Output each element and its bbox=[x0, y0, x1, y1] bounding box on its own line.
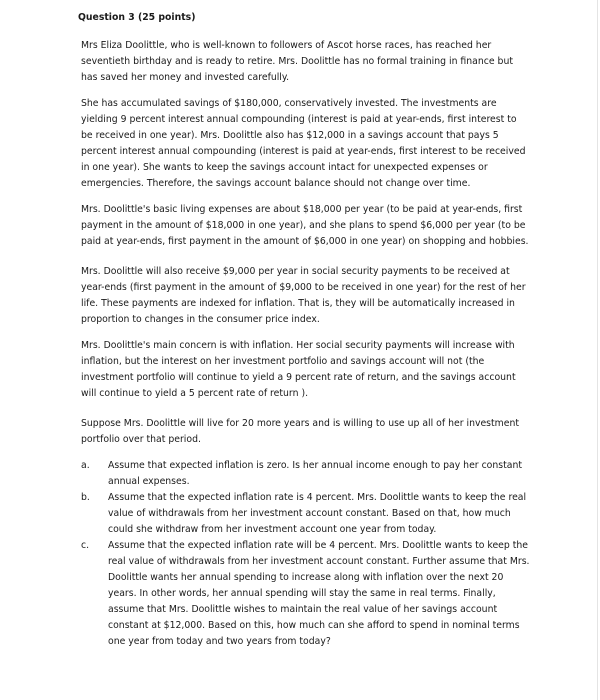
question-title: Question 3 (25 points) bbox=[78, 12, 196, 23]
sub-question-text: Assume that expected inflation is zero. Is her annual income enough to pay her constant annual expenses. bbox=[108, 460, 522, 487]
sub-question-marker: a. bbox=[81, 460, 90, 471]
paragraph-intro: Mrs Eliza Doolittle, who is well-known to followers of Ascot horse races, has reached her seventieth birthday and is ready to retire. Mrs. Doolittle has no formal training in finance but has saved her money and invested carefully. bbox=[81, 40, 513, 83]
sub-question-list bbox=[81, 458, 531, 650]
sub-question-c bbox=[81, 538, 531, 650]
paragraph-assumption: Suppose Mrs. Doolittle will live for 20 more years and is willing to use up all of her investment portfolio over that period. bbox=[81, 418, 519, 445]
paragraph-inflation-concern: Mrs. Doolittle's main concern is with inflation. Her social security payments will increase with inflation, but the interest on her investment portfolio and savings account will not (the investment portfolio will continue to yield a 9 percent rate of return, and the savings account will continue to yield a 5 percent rate of return ). bbox=[81, 340, 516, 399]
sub-question-text: Assume that the expected inflation rate is 4 percent. Mrs. Doolittle wants to keep the real value of withdrawals from her investment account constant. Based on that, how much could she withdraw from her investment account one year from today. bbox=[108, 492, 527, 535]
sub-question-marker: b. bbox=[81, 492, 90, 503]
sub-question-a bbox=[81, 458, 531, 490]
sub-question-marker: c. bbox=[81, 540, 90, 551]
paragraph-social-security: Mrs. Doolittle will also receive $9,000 per year in social security payments to be received at year-ends (first payment in the amount of $9,000 to be received in one year) for the rest of her life. These payments are indexed for inflation. That is, they will be automatically increased in proportion to changes in the consumer price index. bbox=[81, 266, 526, 325]
paragraph-savings: She has accumulated savings of $180,000, conservatively invested. The investments are yielding 9 percent interest annual compounding (interest is paid at year-ends, first interest to be received in one year). Mrs. Doolittle also has $12,000 in a savings account that pays 5 percent interest annual compounding (interest is paid at year-ends, first interest to be received in one year). She wants to keep the savings account intact for unexpected expenses or emergencies. Therefore, the savings account balance should not change over time. bbox=[81, 98, 526, 189]
paragraph-expenses: Mrs. Doolittle's basic living expenses are about $18,000 per year (to be paid at year-ends, first payment in the amount of $18,000 in one year), and she plans to spend $6,000 per year (to be paid at year-ends, first payment in the amount of $6,000 in one year) on shopping and hobbies. bbox=[81, 204, 529, 247]
sub-question-text: Assume that the expected inflation rate will be 4 percent. Mrs. Doolittle wants to keep the real value of withdrawals from her investment account constant. Further assume that Mrs. Doolittle wants her annual spending to increase along with inflation over the next 20 years. In other words, her annual spending will stay the same in real terms. Finally, assume that Mrs. Doolittle wishes to maintain the real value of her savings account constant at $12,000. Based on this, how much can she afford to spend in nominal terms one year from today and two years from today? bbox=[108, 540, 530, 647]
sub-question-b bbox=[81, 490, 531, 538]
question-document bbox=[78, 10, 531, 650]
